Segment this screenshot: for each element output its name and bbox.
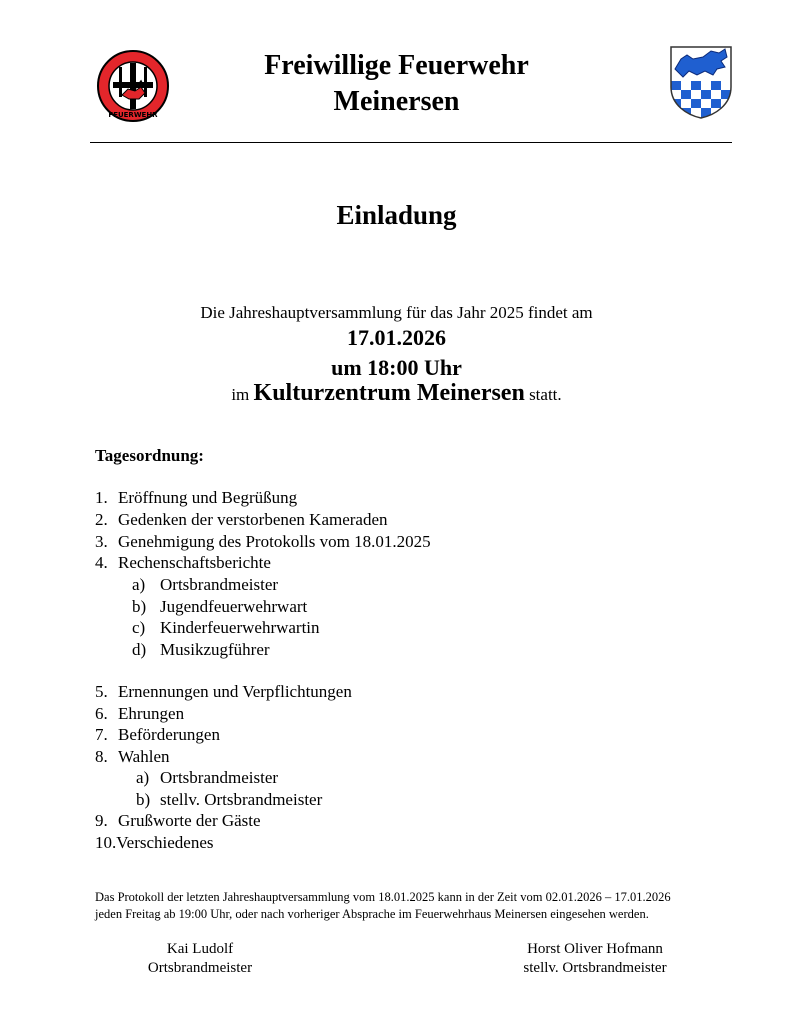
subitem-letter: d) — [132, 640, 147, 659]
coat-of-arms-icon — [669, 45, 733, 119]
agenda-subitem — [132, 640, 270, 660]
subitem-text: Musikzugführer — [160, 640, 270, 659]
agenda-text: Gedenken der verstorbenen Kameraden — [118, 510, 388, 529]
subitem-text: Ortsbrandmeister — [160, 575, 279, 594]
note-line1: Das Protokoll der letzten Jahreshauptversammlung vom 18.01.2025 kann in der Zeit vom 02.01.2026 – 17.01.2026 — [95, 890, 671, 904]
agenda-item — [95, 682, 352, 702]
meeting-date: 17.01.2026 — [347, 325, 446, 350]
signature-left — [120, 940, 280, 978]
signature-role: Ortsbrandmeister — [147, 960, 253, 976]
agenda-item — [95, 725, 220, 745]
subitem-text: Jugendfeuerwehrwart — [160, 597, 308, 616]
subitem-text: Kinderfeuerwehrwartin — [160, 618, 320, 637]
agenda-num: 4. — [95, 553, 108, 572]
org-line2: Meinersen — [333, 86, 460, 117]
agenda-item — [95, 553, 271, 573]
agenda-text: Ernennungen und Verpflichtungen — [118, 682, 352, 701]
agenda-num: 10. — [95, 833, 117, 852]
signature-name: Kai Ludolf — [166, 941, 234, 957]
subitem-letter: c) — [132, 618, 146, 637]
agenda-num: 5. — [95, 682, 108, 701]
subitem-text: stellv. Ortsbrandmeister — [160, 790, 323, 809]
agenda-num: 1. — [95, 488, 108, 507]
signature-role: stellv. Ortsbrandmeister — [523, 960, 667, 976]
agenda-num: 9. — [95, 811, 108, 830]
agenda-item — [95, 510, 388, 530]
signature-right — [500, 940, 690, 978]
subitem-letter: a) — [136, 768, 150, 787]
venue-prefix: im — [231, 385, 250, 404]
agenda-text: Eröffnung und Begrüßung — [118, 488, 298, 507]
agenda-item — [95, 704, 184, 724]
agenda-heading: Tagesordnung: — [95, 446, 204, 465]
meeting-time: um 18:00 Uhr — [331, 355, 462, 380]
agenda-item — [95, 747, 170, 767]
agenda-num: 7. — [95, 725, 108, 744]
page-title: Einladung — [336, 200, 457, 230]
agenda-item — [95, 532, 431, 552]
signature-name: Horst Oliver Hofmann — [527, 941, 663, 957]
venue-line — [0, 380, 793, 407]
agenda-item — [95, 488, 297, 508]
org-line1: Freiwillige Feuerwehr — [264, 50, 529, 81]
note-line2: jeden Freitag ab 19:00 Uhr, oder nach vorheriger Absprache im Feuerwehrhaus Meinersen eingesehen werden. — [95, 907, 649, 921]
agenda-text: Verschiedenes — [116, 833, 214, 852]
agenda-text: Wahlen — [118, 747, 170, 766]
agenda-subitem — [136, 790, 322, 810]
protocol-note — [95, 889, 735, 923]
agenda-num: 8. — [95, 747, 108, 766]
venue-name: Kulturzentrum Meinersen — [253, 380, 525, 406]
agenda-item — [95, 811, 261, 831]
agenda-subitem — [132, 618, 320, 638]
agenda-text: Genehmigung des Protokolls vom 18.01.2025 — [118, 532, 431, 551]
agenda-subitem — [136, 768, 278, 788]
agenda-item — [95, 833, 214, 853]
venue-suffix: statt. — [529, 385, 562, 404]
agenda-text: Grußworte der Gäste — [118, 811, 261, 830]
emblem-text: FEUERWEHR — [108, 111, 158, 119]
header-divider — [90, 142, 732, 143]
subitem-text: Ortsbrandmeister — [160, 768, 279, 787]
agenda-num: 6. — [95, 704, 108, 723]
intro-text: Die Jahreshauptversammlung für das Jahr 2025 findet am — [200, 303, 593, 322]
agenda-subitem — [132, 575, 278, 595]
agenda-text: Beförderungen — [118, 725, 220, 744]
subitem-letter: a) — [132, 575, 146, 594]
agenda-text: Rechenschaftsberichte — [118, 553, 271, 572]
agenda-num: 3. — [95, 532, 108, 551]
agenda-num: 2. — [95, 510, 108, 529]
agenda-text: Ehrungen — [118, 704, 185, 723]
subitem-letter: b) — [132, 597, 147, 616]
subitem-letter: b) — [136, 790, 151, 809]
agenda-subitem — [132, 597, 307, 617]
